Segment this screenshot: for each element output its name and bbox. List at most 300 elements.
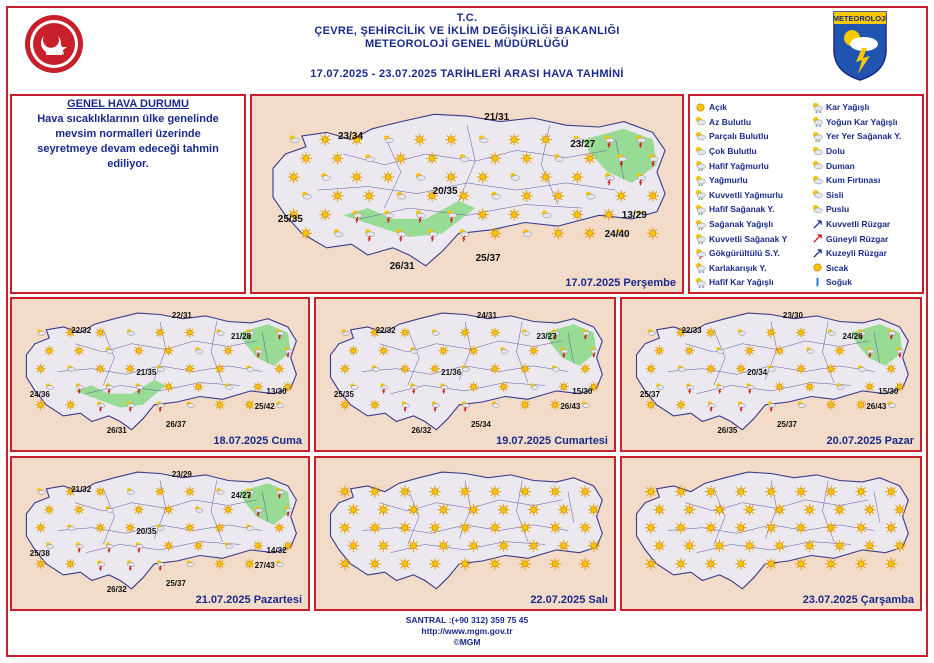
sun-icon xyxy=(408,504,420,516)
sun-icon xyxy=(253,541,263,551)
sun-icon xyxy=(489,522,501,534)
partly-cloudy-icon xyxy=(187,560,195,566)
sun-icon xyxy=(653,504,665,516)
sun-icon xyxy=(369,486,381,498)
sun-icon xyxy=(489,558,501,570)
sun-icon xyxy=(579,486,591,498)
sun-icon xyxy=(125,523,135,533)
legend-label: Güneyli Rüzgar xyxy=(826,233,889,244)
temperature-label: 21/36 xyxy=(441,368,462,378)
sun-icon xyxy=(215,364,225,374)
temperature-label: 25/42 xyxy=(254,401,275,411)
temperature-label: 21/31 xyxy=(484,111,510,123)
sun-icon xyxy=(477,209,489,221)
partly-cloudy-icon xyxy=(648,329,656,335)
day-1-date: 18.07.2025 Cuma xyxy=(213,435,302,447)
temperature-label: 20/35 xyxy=(136,527,157,537)
sun-icon xyxy=(274,523,284,533)
legend-item xyxy=(812,129,901,144)
sun-icon xyxy=(735,558,747,570)
sun-icon xyxy=(519,522,531,534)
sun-icon xyxy=(584,227,596,239)
temperature-label: 26/37 xyxy=(165,419,186,429)
sun-icon xyxy=(193,541,203,551)
sun-icon xyxy=(340,364,350,374)
temperature-label: 22/31 xyxy=(171,311,192,321)
sun-icon xyxy=(469,382,479,392)
sun-icon xyxy=(520,400,530,410)
temperature-label: 23/34 xyxy=(338,131,364,143)
sun-icon xyxy=(347,504,359,516)
sun-icon xyxy=(736,364,746,374)
day-map-5 xyxy=(314,456,616,611)
legend-item xyxy=(695,158,787,173)
north-wind-icon xyxy=(812,248,823,259)
legend-label: Gökgürültülü S.Y. xyxy=(709,248,780,259)
shower-icon xyxy=(695,219,706,230)
sun-icon xyxy=(835,346,845,356)
sun-icon xyxy=(834,504,846,516)
sun-icon xyxy=(378,346,388,356)
logo-text: METEOROLOJİ xyxy=(832,14,888,23)
sun-icon xyxy=(382,171,394,183)
hot-icon xyxy=(812,262,823,273)
sun-icon xyxy=(399,486,411,498)
sun-icon xyxy=(245,559,255,569)
sun-icon xyxy=(155,487,165,497)
legend-label: Yoğun Kar Yağışlı xyxy=(826,116,898,127)
sleet-icon xyxy=(695,262,706,273)
south-wind-icon xyxy=(812,233,823,244)
sun-icon xyxy=(826,400,836,410)
legend-label: Sağanak Yağışlı xyxy=(709,219,774,230)
meteoroloji-logo xyxy=(832,10,888,82)
sun-icon xyxy=(400,364,410,374)
legend-label: Yer Yer Sağanak Y. xyxy=(826,131,902,142)
sun-icon xyxy=(400,328,410,338)
legend-label: Açık xyxy=(709,102,727,113)
sun-icon xyxy=(193,382,203,392)
sun-icon xyxy=(825,522,837,534)
sun-icon xyxy=(332,190,344,202)
sun-icon xyxy=(615,190,627,202)
sun-icon xyxy=(521,190,533,202)
header-ministry: ÇEVRE, ŞEHİRCİLİK VE İKLİM DEĞİŞİKLİĞİ BAKANLIĞI xyxy=(314,25,620,37)
sun-icon xyxy=(438,540,450,552)
day-map-1 xyxy=(10,297,310,452)
sun-icon xyxy=(134,505,144,515)
sun-icon xyxy=(245,400,255,410)
sun-icon xyxy=(44,346,54,356)
sun-icon xyxy=(894,540,906,552)
sun-icon xyxy=(765,486,777,498)
sun-icon xyxy=(714,540,726,552)
legend-box xyxy=(688,94,924,294)
snow-icon xyxy=(812,102,823,113)
sun-icon xyxy=(215,559,225,569)
temperature-label: 21/35 xyxy=(136,368,157,378)
sun-icon xyxy=(439,346,449,356)
temperature-label: 15/30 xyxy=(572,386,593,396)
legend-item xyxy=(812,202,901,217)
sun-icon xyxy=(429,558,441,570)
sun-icon xyxy=(164,541,174,551)
sun-icon xyxy=(445,134,457,146)
partly-cloudy-icon xyxy=(342,329,350,335)
temperature-label: 25/37 xyxy=(639,389,660,399)
sun-icon xyxy=(223,505,233,515)
few-clouds-icon xyxy=(695,116,706,127)
legend-item xyxy=(695,275,787,290)
sun-icon xyxy=(95,328,105,338)
sun-icon xyxy=(95,364,105,374)
temperature-label: 20/34 xyxy=(747,368,768,378)
legend-label: Sisli xyxy=(826,189,844,200)
sun-icon xyxy=(164,346,174,356)
temperature-label: 23/29 xyxy=(171,470,192,480)
legend-item xyxy=(695,231,787,246)
sun-icon xyxy=(429,522,441,534)
sun-icon xyxy=(36,364,46,374)
sun-icon xyxy=(185,487,195,497)
partly-cloudy-icon xyxy=(276,401,284,407)
temperature-label: 25/35 xyxy=(333,389,354,399)
light-rain-icon xyxy=(695,160,706,171)
sun-icon xyxy=(155,328,165,338)
legend-label: Kuvvetli Yağmurlu xyxy=(709,189,784,200)
legend-label: Kuzeyli Rüzgar xyxy=(826,248,887,259)
sun-icon xyxy=(825,486,837,498)
partly-cloudy-icon xyxy=(187,401,195,407)
sun-icon xyxy=(74,346,84,356)
partly-cloudy-icon xyxy=(492,401,500,407)
partly-cloudy-icon xyxy=(582,401,590,407)
sun-icon xyxy=(399,558,411,570)
sun-icon xyxy=(430,364,440,374)
sun-icon xyxy=(490,364,500,374)
sun-icon xyxy=(498,540,510,552)
legend-label: Puslu xyxy=(826,204,850,215)
sun-icon xyxy=(864,540,876,552)
sun-icon xyxy=(744,504,756,516)
sun-icon xyxy=(408,540,420,552)
legend-label: Soğuk xyxy=(826,277,852,288)
sun-icon xyxy=(185,364,195,374)
legend-label: Hafif Yağmurlu xyxy=(709,160,769,171)
legend-label: Sıcak xyxy=(826,262,849,273)
legend-label: Parçalı Bulutlu xyxy=(709,131,769,142)
sun-icon xyxy=(552,227,564,239)
legend-label: Kar Yağışlı xyxy=(826,102,870,113)
sun-icon xyxy=(274,364,284,374)
legend-label: Hafif Sağanak Y. xyxy=(709,204,775,215)
sun-icon xyxy=(805,382,815,392)
temperature-label: 24/36 xyxy=(29,389,50,399)
sun-icon xyxy=(215,400,225,410)
sun-icon xyxy=(645,558,657,570)
legend-item xyxy=(812,158,901,173)
sun-icon xyxy=(795,486,807,498)
partly-cloudy-icon xyxy=(798,401,806,407)
sun-icon xyxy=(549,486,561,498)
sun-icon xyxy=(559,382,569,392)
sun-icon xyxy=(164,505,174,515)
sun-icon xyxy=(765,522,777,534)
temperature-label: 25/38 xyxy=(29,548,50,558)
day-6-date: 23.07.2025 Çarşamba xyxy=(802,594,914,606)
legend-item xyxy=(695,261,787,276)
temperature-label: 25/37 xyxy=(776,419,797,429)
sun-icon xyxy=(647,190,659,202)
legend-item xyxy=(812,115,901,130)
heavy-rain-icon xyxy=(695,189,706,200)
legend-item xyxy=(812,144,901,159)
turkey-map xyxy=(252,96,682,292)
sun-icon xyxy=(855,558,867,570)
sun-icon xyxy=(796,364,806,374)
sun-icon xyxy=(489,152,501,164)
sun-icon xyxy=(856,400,866,410)
legend-item xyxy=(812,246,901,261)
temperature-label: 23/27 xyxy=(570,139,596,151)
light-shower-icon xyxy=(695,204,706,215)
sun-icon xyxy=(489,227,501,239)
temperature-label: 24/31 xyxy=(476,311,497,321)
legend-item xyxy=(812,188,901,203)
temperature-label: 22/32 xyxy=(71,326,92,336)
sun-icon xyxy=(438,504,450,516)
legend-item xyxy=(695,144,787,159)
legend-item xyxy=(695,217,787,232)
sun-icon xyxy=(834,540,846,552)
sun-icon xyxy=(603,209,615,221)
sun-icon xyxy=(459,558,471,570)
sun-icon xyxy=(735,522,747,534)
footer-url[interactable]: http://www.mgm.gov.tr xyxy=(421,626,513,636)
temperature-label: 26/32 xyxy=(106,584,127,594)
sun-icon xyxy=(370,400,380,410)
day-map-2 xyxy=(314,297,616,452)
sun-icon xyxy=(426,152,438,164)
general-weather-text: Hava sıcaklıklarının ülke genelinde mevsim normalleri üzerinde seyretmeye devam edeceği tahmin ediliyor. xyxy=(37,113,219,170)
sun-icon xyxy=(185,523,195,533)
sun-icon xyxy=(795,522,807,534)
sun-icon xyxy=(369,522,381,534)
legend-column-2 xyxy=(812,100,901,290)
legend-item xyxy=(695,129,787,144)
legend-label: Kuvvetli Rüzgar xyxy=(826,219,891,230)
sun-icon xyxy=(645,522,657,534)
sun-icon xyxy=(477,171,489,183)
sun-icon xyxy=(253,382,263,392)
sun-icon xyxy=(369,558,381,570)
sun-icon xyxy=(459,486,471,498)
sun-icon xyxy=(490,328,500,338)
sun-icon xyxy=(508,134,520,146)
turkey-map xyxy=(622,299,920,450)
sun-icon xyxy=(134,346,144,356)
sun-icon xyxy=(395,152,407,164)
heavy-shower-icon xyxy=(695,233,706,244)
sun-icon xyxy=(683,540,695,552)
scattered-showers-icon xyxy=(812,131,823,142)
temperature-label: 26/32 xyxy=(411,425,432,435)
header-period: 17.07.2025 - 23.07.2025 TARİHLERİ ARASI HAVA TAHMİNİ xyxy=(310,68,624,80)
turkey-map xyxy=(622,458,920,609)
sun-icon xyxy=(74,505,84,515)
sun-icon xyxy=(714,504,726,516)
turkey-map xyxy=(316,299,614,450)
temperature-label: 21/28 xyxy=(231,332,252,342)
hail-icon xyxy=(812,146,823,157)
turkey-map xyxy=(316,458,614,609)
sun-icon xyxy=(44,505,54,515)
sun-icon xyxy=(646,400,656,410)
sun-icon xyxy=(332,152,344,164)
day-5-date: 22.07.2025 Salı xyxy=(530,594,608,606)
sun-icon xyxy=(468,540,480,552)
temperature-label: 25/34 xyxy=(470,419,491,429)
temperature-label: 26/43 xyxy=(560,401,581,411)
sun-icon xyxy=(300,227,312,239)
sun-icon xyxy=(705,486,717,498)
sun-icon xyxy=(347,540,359,552)
sun-icon xyxy=(579,522,591,534)
sun-icon xyxy=(864,504,876,516)
sun-icon xyxy=(886,364,896,374)
sun-icon xyxy=(579,558,591,570)
sun-icon xyxy=(499,382,509,392)
legend-item xyxy=(812,275,901,290)
sun-icon xyxy=(765,558,777,570)
sun-icon xyxy=(580,364,590,374)
legend-label: Dolu xyxy=(826,146,845,157)
sun-icon xyxy=(775,346,785,356)
sun-icon xyxy=(164,382,174,392)
temperature-label: 20/35 xyxy=(432,186,458,198)
sun-icon xyxy=(571,209,583,221)
legend-label: Kuvvetli Sağanak Y xyxy=(709,233,788,244)
temperature-label: 26/35 xyxy=(717,425,738,435)
sun-icon xyxy=(645,486,657,498)
temperature-label: 21/32 xyxy=(71,485,92,495)
sun-icon xyxy=(774,504,786,516)
sun-icon xyxy=(468,504,480,516)
sun-icon xyxy=(795,558,807,570)
sun-icon xyxy=(528,504,540,516)
sun-icon xyxy=(377,504,389,516)
sun-icon xyxy=(745,346,755,356)
temperature-label: 14/32 xyxy=(266,545,287,555)
sun-icon xyxy=(885,486,897,498)
temperature-label: 13/30 xyxy=(266,386,287,396)
legend-item xyxy=(695,100,787,115)
sun-icon xyxy=(377,540,389,552)
sun-icon xyxy=(735,486,747,498)
sun-icon xyxy=(348,346,358,356)
sun-icon xyxy=(300,152,312,164)
legend-label: Duman xyxy=(826,160,855,171)
sun-icon xyxy=(558,540,570,552)
sun-icon xyxy=(95,487,105,497)
sandstorm-icon xyxy=(812,175,823,186)
temperature-label: 23/27 xyxy=(536,332,557,342)
legend-item xyxy=(812,231,901,246)
sun-icon xyxy=(584,152,596,164)
sun-icon xyxy=(588,540,600,552)
day-4-date: 21.07.2025 Pazartesi xyxy=(195,594,302,606)
sun-icon xyxy=(684,346,694,356)
legend-item xyxy=(695,115,787,130)
partly-cloudy-icon xyxy=(523,229,532,237)
sun-icon xyxy=(766,328,776,338)
sun-icon xyxy=(865,382,875,392)
sun-icon xyxy=(706,364,716,374)
sun-icon xyxy=(529,346,539,356)
sun-icon xyxy=(796,328,806,338)
temperature-label: 22/32 xyxy=(375,326,396,336)
sun-icon xyxy=(414,134,426,146)
sun-icon xyxy=(647,227,659,239)
sun-icon xyxy=(550,400,560,410)
sun-icon xyxy=(695,102,706,113)
sun-icon xyxy=(894,504,906,516)
sun-icon xyxy=(804,504,816,516)
sun-icon xyxy=(558,504,570,516)
sun-icon xyxy=(855,522,867,534)
sun-icon xyxy=(706,328,716,338)
sun-icon xyxy=(319,134,331,146)
header-tc: T.C. xyxy=(456,12,478,24)
sun-icon xyxy=(549,522,561,534)
sun-icon xyxy=(521,152,533,164)
footer-copyright: ©MGM xyxy=(453,637,481,647)
smoke-icon xyxy=(812,160,823,171)
sun-icon xyxy=(588,504,600,516)
sun-icon xyxy=(519,486,531,498)
sun-icon xyxy=(36,559,46,569)
sun-icon xyxy=(520,364,530,374)
sun-icon xyxy=(774,540,786,552)
temperature-label: 22/33 xyxy=(681,326,702,336)
temperature-label: 25/37 xyxy=(475,252,501,264)
sun-icon xyxy=(429,486,441,498)
sun-icon xyxy=(675,558,687,570)
sun-icon xyxy=(549,558,561,570)
sun-icon xyxy=(460,328,470,338)
sun-icon xyxy=(351,171,363,183)
sun-icon xyxy=(885,558,897,570)
thunderstorm-icon xyxy=(695,248,706,259)
sun-icon xyxy=(65,559,75,569)
sun-icon xyxy=(498,504,510,516)
temperature-label: 24/27 xyxy=(231,491,252,501)
sun-icon xyxy=(519,558,531,570)
strong-wind-icon xyxy=(812,219,823,230)
sun-icon xyxy=(36,400,46,410)
legend-item xyxy=(812,100,901,115)
general-weather-title: GENEL HAVA DURUMU xyxy=(67,98,189,110)
footer-phone: SANTRAL :(+90 312) 359 75 45 xyxy=(405,615,529,625)
sun-icon xyxy=(683,504,695,516)
temperature-label: 25/35 xyxy=(277,213,303,225)
temperature-label: 24/26 xyxy=(842,332,863,342)
sun-icon xyxy=(804,540,816,552)
sun-icon xyxy=(469,346,479,356)
sun-icon xyxy=(65,400,75,410)
sun-icon xyxy=(540,171,552,183)
sun-icon xyxy=(675,522,687,534)
